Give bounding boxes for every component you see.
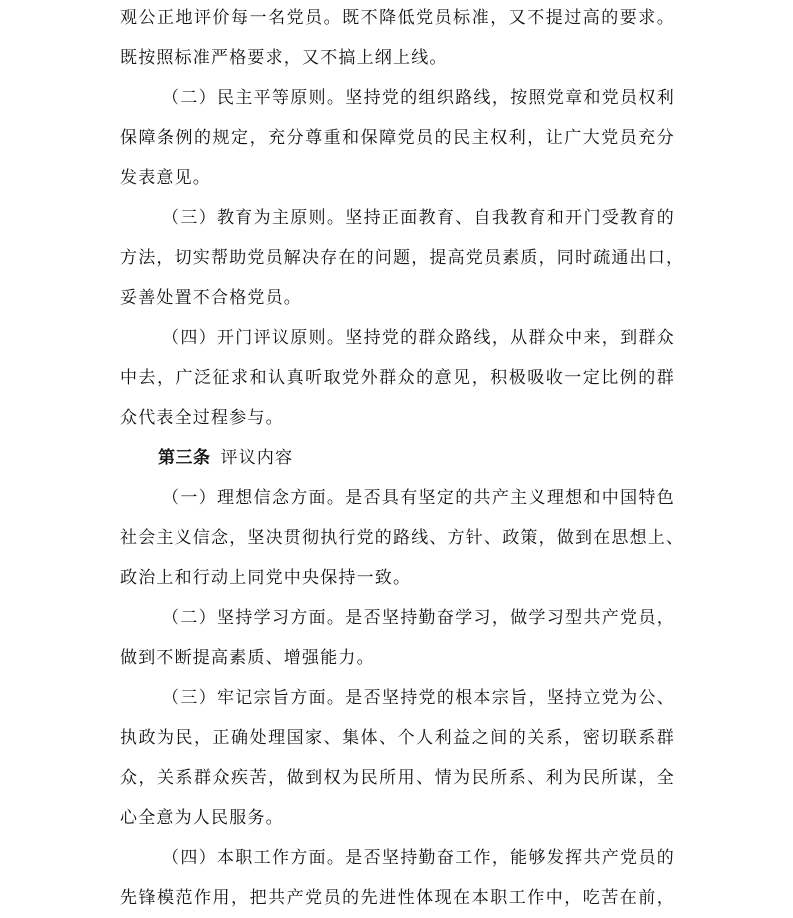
paragraph-first-line: （三）教育为主原则。坚持正面教育、自我教育和开门受教育的 <box>162 208 675 228</box>
text-line: 方法，切实帮助党员解决存在的问题，提高党员素质，同时疏通出口， <box>120 248 685 268</box>
text-line: 妥善处置不合格党员。 <box>120 288 302 308</box>
text-line: 发表意见。 <box>120 168 211 188</box>
document-page <box>120 0 685 918</box>
article-number: 第三条 <box>158 448 211 468</box>
text-line: 保障条例的规定，充分尊重和保障党员的民主权利，让广大党员充分 <box>120 128 675 148</box>
paragraph-first-line: （四）本职工作方面。是否坚持勤奋工作，能够发挥共产党员的 <box>162 848 675 868</box>
text-line: 做到不断提高素质、增强能力。 <box>120 648 375 668</box>
paragraph-first-line: （三）牢记宗旨方面。是否坚持党的根本宗旨，坚持立党为公、 <box>162 688 675 708</box>
article-title: 评议内容 <box>220 448 294 468</box>
text-line: 既按照标准严格要求，又不搞上纲上线。 <box>120 48 448 68</box>
text-line: 执政为民，正确处理国家、集体、个人利益之间的关系，密切联系群 <box>120 728 675 748</box>
text-line: 众代表全过程参与。 <box>120 408 284 428</box>
paragraph-first-line: （一）理想信念方面。是否具有坚定的共产主义理想和中国特色 <box>162 488 675 508</box>
text-line: 中去，广泛征求和认真听取党外群众的意见，积极吸收一定比例的群 <box>120 368 675 388</box>
paragraph-first-line: （二）坚持学习方面。是否坚持勤奋学习，做学习型共产党员， <box>162 608 675 628</box>
text-line: 心全意为人民服务。 <box>120 808 284 828</box>
text-line: 先锋模范作用，把共产党员的先进性体现在本职工作中，吃苦在前， <box>120 888 675 908</box>
paragraph-first-line: （四）开门评议原则。坚持党的群众路线，从群众中来，到群众 <box>162 328 675 348</box>
text-line: 政治上和行动上同党中央保持一致。 <box>120 568 412 588</box>
article-heading <box>120 438 675 478</box>
text-line: 众，关系群众疾苦，做到权为民所用、情为民所系、利为民所谋，全 <box>120 768 675 788</box>
paragraph-first-line: （二）民主平等原则。坚持党的组织路线，按照党章和党员权利 <box>162 88 675 108</box>
text-line: 观公正地评价每一名党员。既不降低党员标准，又不提过高的要求。 <box>120 8 675 28</box>
text-line: 社会主义信念，坚决贯彻执行党的路线、方针、政策，做到在思想上、 <box>120 528 685 548</box>
